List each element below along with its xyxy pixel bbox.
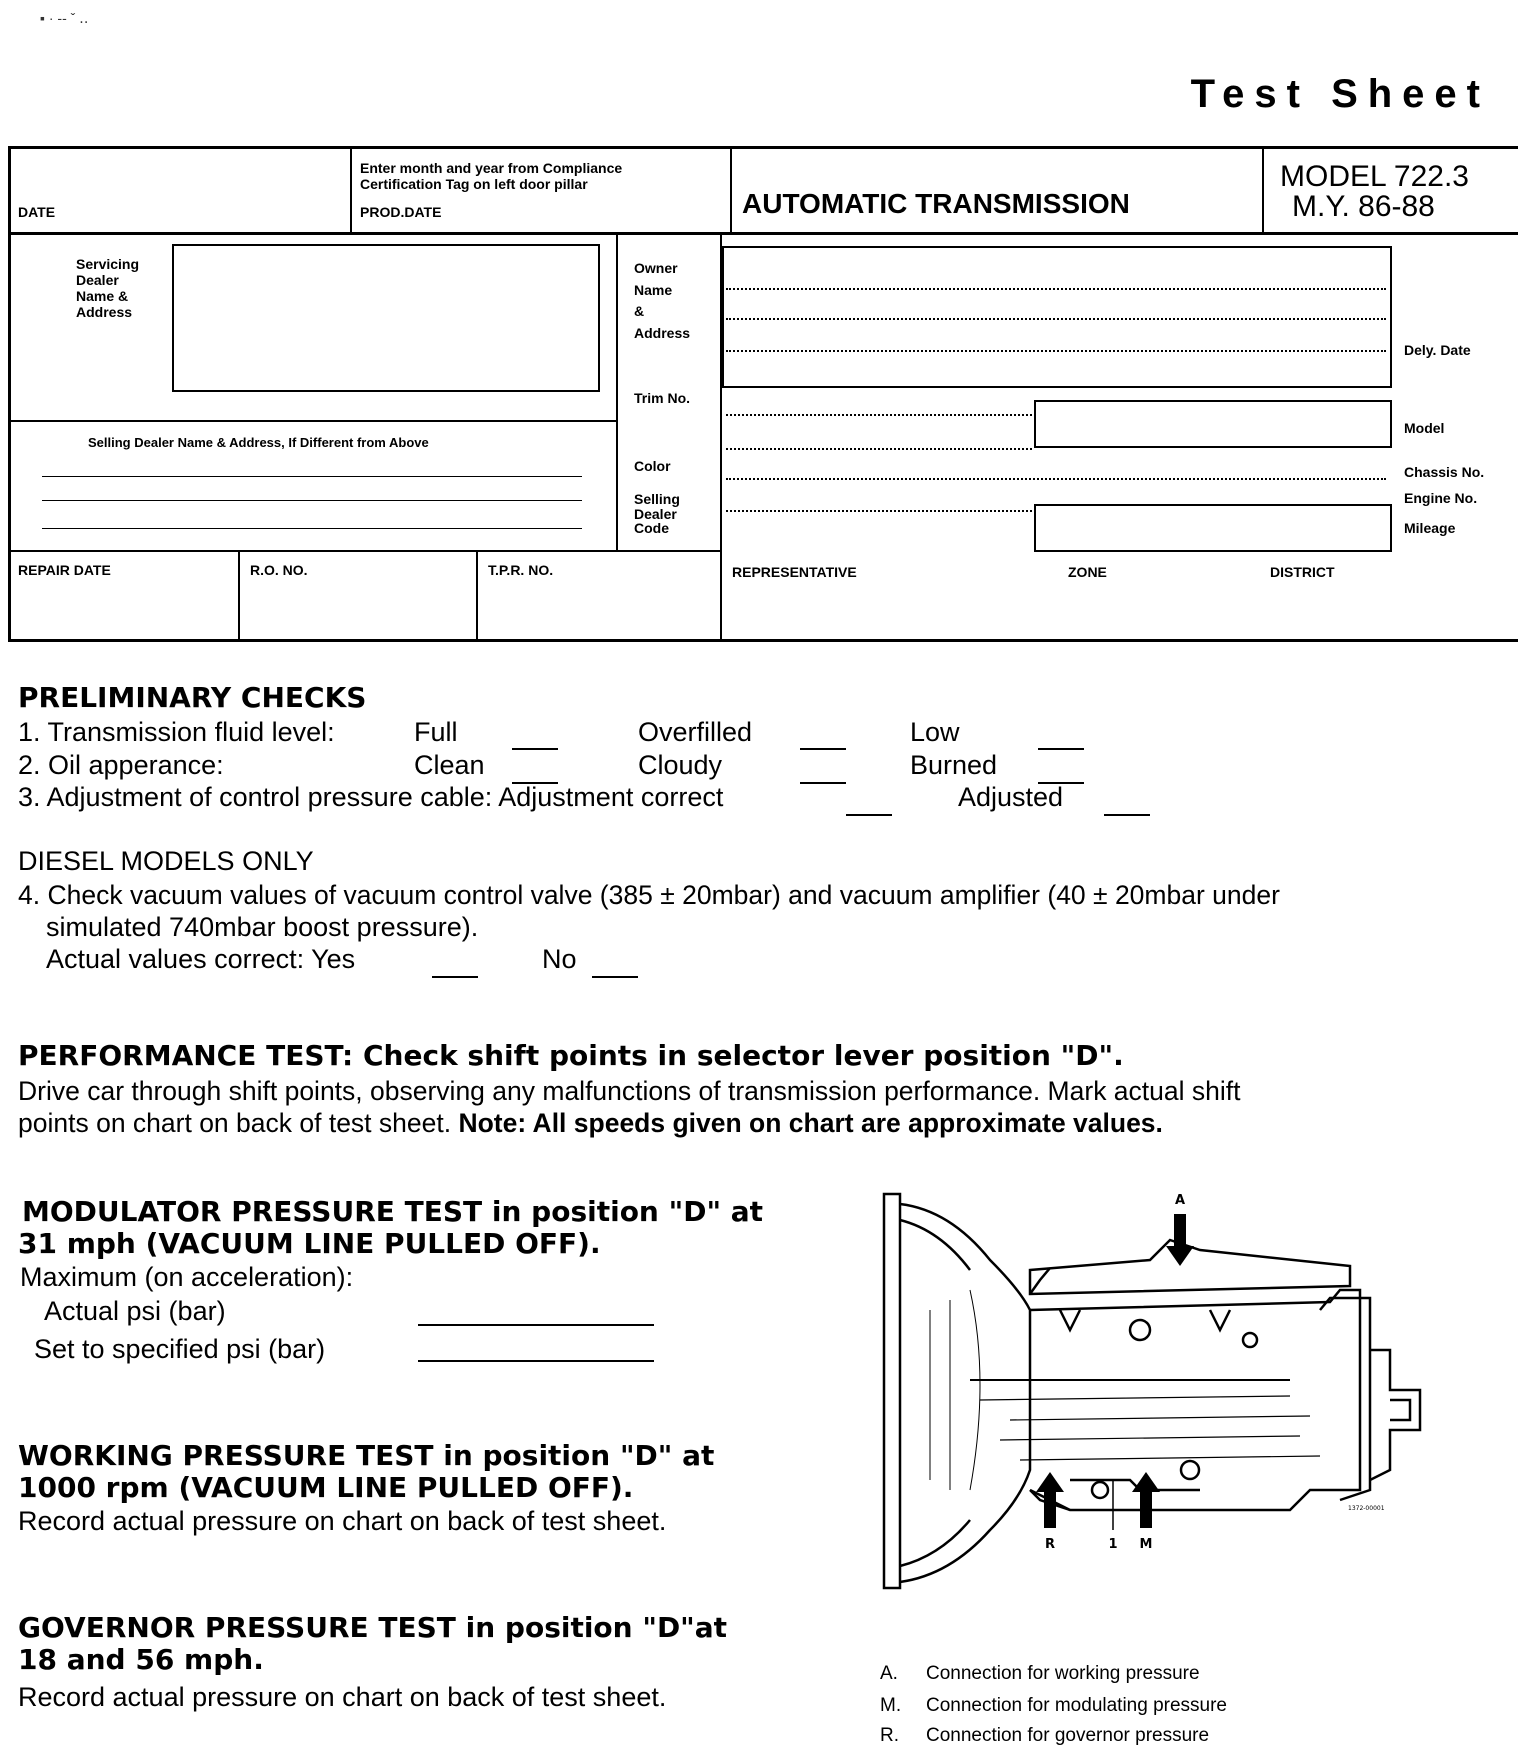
q4-line1: 4. Check vacuum values of vacuum control valve (385 ± 20mbar) and vacuum amplifier (40 ± 20mbar under xyxy=(18,880,1280,910)
q4-no-blank[interactable] xyxy=(592,976,638,978)
modulator-heading-1: MODULATOR PRESSURE TEST in position "D" at xyxy=(22,1195,764,1228)
q4-line2: simulated 740mbar boost pressure). xyxy=(46,912,479,942)
color-label: Color xyxy=(634,458,671,474)
q1-low-blank[interactable] xyxy=(1038,748,1084,750)
q1-overfilled-blank[interactable] xyxy=(800,748,846,750)
repair-date-label: REPAIR DATE xyxy=(18,562,111,578)
governor-heading-2: 18 and 56 mph. xyxy=(18,1643,264,1676)
modulator-set-blank[interactable] xyxy=(418,1360,654,1362)
modulator-actual-label: Actual psi (bar) xyxy=(44,1296,226,1326)
tpr-label: T.P.R. NO. xyxy=(488,562,554,578)
q1-label: 1. Transmission fluid level: xyxy=(18,717,335,747)
zone-label: ZONE xyxy=(1068,564,1107,580)
color-line[interactable] xyxy=(726,448,1032,450)
q2-opt-burned: Burned xyxy=(910,750,998,780)
legend-m-text: Connection for modulating pressure xyxy=(926,1695,1228,1716)
transmission-title: AUTOMATIC TRANSMISSION xyxy=(742,188,1130,219)
q2-opt-cloudy: Cloudy xyxy=(638,750,723,780)
engine-label: Engine No. xyxy=(1404,490,1478,506)
legend-a-text: Connection for working pressure xyxy=(926,1663,1200,1684)
q3-opt-adjusted: Adjusted xyxy=(958,782,1064,812)
servicing-dealer-label: Servicing Dealer Name & Address xyxy=(76,256,140,321)
page-title: Test Sheet xyxy=(1190,72,1490,116)
modulator-heading-2: 31 mph (VACUUM LINE PULLED OFF). xyxy=(18,1227,601,1260)
diagram-label-1: 1 xyxy=(1108,1537,1118,1552)
selling-dealer-line-1[interactable] xyxy=(42,476,582,477)
performance-line1: Drive car through shift points, observing any malfunctions of transmission performance. Mark actual shift xyxy=(18,1076,1241,1106)
governor-line: Record actual pressure on chart on back of test sheet. xyxy=(18,1682,667,1712)
compliance-note: Enter month and year from Compliance Certification Tag on left door pillar xyxy=(360,160,623,193)
q4-yes-blank[interactable] xyxy=(432,976,478,978)
q2-label: 2. Oil apperance: xyxy=(18,750,224,780)
ro-label: R.O. NO. xyxy=(250,562,308,578)
q3-correct-blank[interactable] xyxy=(846,814,892,816)
scan-specks: ▪ · ‐‐ ˇ ‥ xyxy=(40,10,89,26)
diagram-label-r: R xyxy=(1044,1537,1056,1552)
selling-dealer-line-3[interactable] xyxy=(42,528,582,529)
diesel-heading: DIESEL MODELS ONLY xyxy=(18,846,314,876)
legend-r-key: R. xyxy=(880,1725,899,1746)
q2-cloudy-blank[interactable] xyxy=(800,782,846,784)
model-year-line: M.Y. 86-88 xyxy=(1292,190,1435,223)
dely-date-label: Dely. Date xyxy=(1404,342,1471,358)
working-heading-1: WORKING PRESSURE TEST in position "D" at xyxy=(18,1439,715,1472)
chassis-label: Chassis No. xyxy=(1404,464,1485,480)
header-form xyxy=(8,146,1518,642)
transmission-diagram xyxy=(870,1190,1470,1600)
performance-heading: PERFORMANCE TEST: Check shift points in selector lever position "D". xyxy=(18,1039,1124,1072)
q1-opt-low: Low xyxy=(910,717,960,747)
legend-r-text: Connection for governor pressure xyxy=(926,1725,1210,1746)
owner-line-1 xyxy=(726,288,1386,290)
model-box[interactable] xyxy=(1034,400,1392,448)
trim-label: Trim No. xyxy=(634,390,691,406)
owner-line-2 xyxy=(726,318,1386,320)
governor-heading-1: GOVERNOR PRESSURE TEST in position "D"at xyxy=(18,1611,728,1644)
servicing-dealer-box[interactable] xyxy=(172,244,600,392)
mileage-label: Mileage xyxy=(1404,520,1456,536)
working-line: Record actual pressure on chart on back of test sheet. xyxy=(18,1506,667,1536)
owner-line-3 xyxy=(726,350,1386,352)
selling-dealer-line-2[interactable] xyxy=(42,500,582,501)
date-label: DATE xyxy=(18,204,56,220)
q3-label: 3. Adjustment of control pressure cable: Adjustment correct xyxy=(18,782,724,812)
legend-a-key: A. xyxy=(880,1663,898,1684)
diagram-part-number: 1372-00001 xyxy=(1348,1505,1385,1512)
q1-opt-full: Full xyxy=(414,717,458,747)
selling-dealer-label: Selling Dealer Name & Address, If Different from Above xyxy=(88,435,429,450)
diagram-label-a: A xyxy=(1174,1193,1186,1208)
model-label: Model xyxy=(1404,420,1445,436)
modulator-max-label: Maximum (on acceleration): xyxy=(20,1262,354,1292)
selling-dealer-code-label: Selling Dealer Code xyxy=(634,491,680,537)
owner-label: Owner Name & Address xyxy=(634,260,691,342)
q2-opt-clean: Clean xyxy=(414,750,485,780)
q3-adjusted-blank[interactable] xyxy=(1104,814,1150,816)
q1-full-blank[interactable] xyxy=(512,748,558,750)
q4-actual: Actual values correct: Yes xyxy=(46,944,356,974)
selling-dealer-code-line[interactable] xyxy=(726,510,1032,512)
modulator-actual-blank[interactable] xyxy=(418,1324,654,1326)
working-heading-2: 1000 rpm (VACUUM LINE PULLED OFF). xyxy=(18,1471,634,1504)
diagram-label-m: M xyxy=(1139,1537,1153,1552)
chassis-line[interactable] xyxy=(726,478,1386,480)
trim-line[interactable] xyxy=(726,414,1032,416)
preliminary-heading: PRELIMINARY CHECKS xyxy=(18,681,367,714)
q4-no: No xyxy=(542,944,577,974)
district-label: DISTRICT xyxy=(1270,564,1335,580)
q1-opt-overfilled: Overfilled xyxy=(638,717,753,747)
representative-label: REPRESENTATIVE xyxy=(732,564,857,580)
modulator-set-label: Set to specified psi (bar) xyxy=(34,1334,326,1364)
prod-date-label: PROD.DATE xyxy=(360,204,442,220)
model-line: MODEL 722.3 xyxy=(1280,160,1469,193)
performance-line2: points on chart on back of test sheet. Note: All speeds given on chart are approximate values. xyxy=(18,1108,1163,1138)
legend-m-key: M. xyxy=(880,1695,902,1716)
mileage-box[interactable] xyxy=(1034,504,1392,552)
owner-box[interactable] xyxy=(722,246,1392,388)
